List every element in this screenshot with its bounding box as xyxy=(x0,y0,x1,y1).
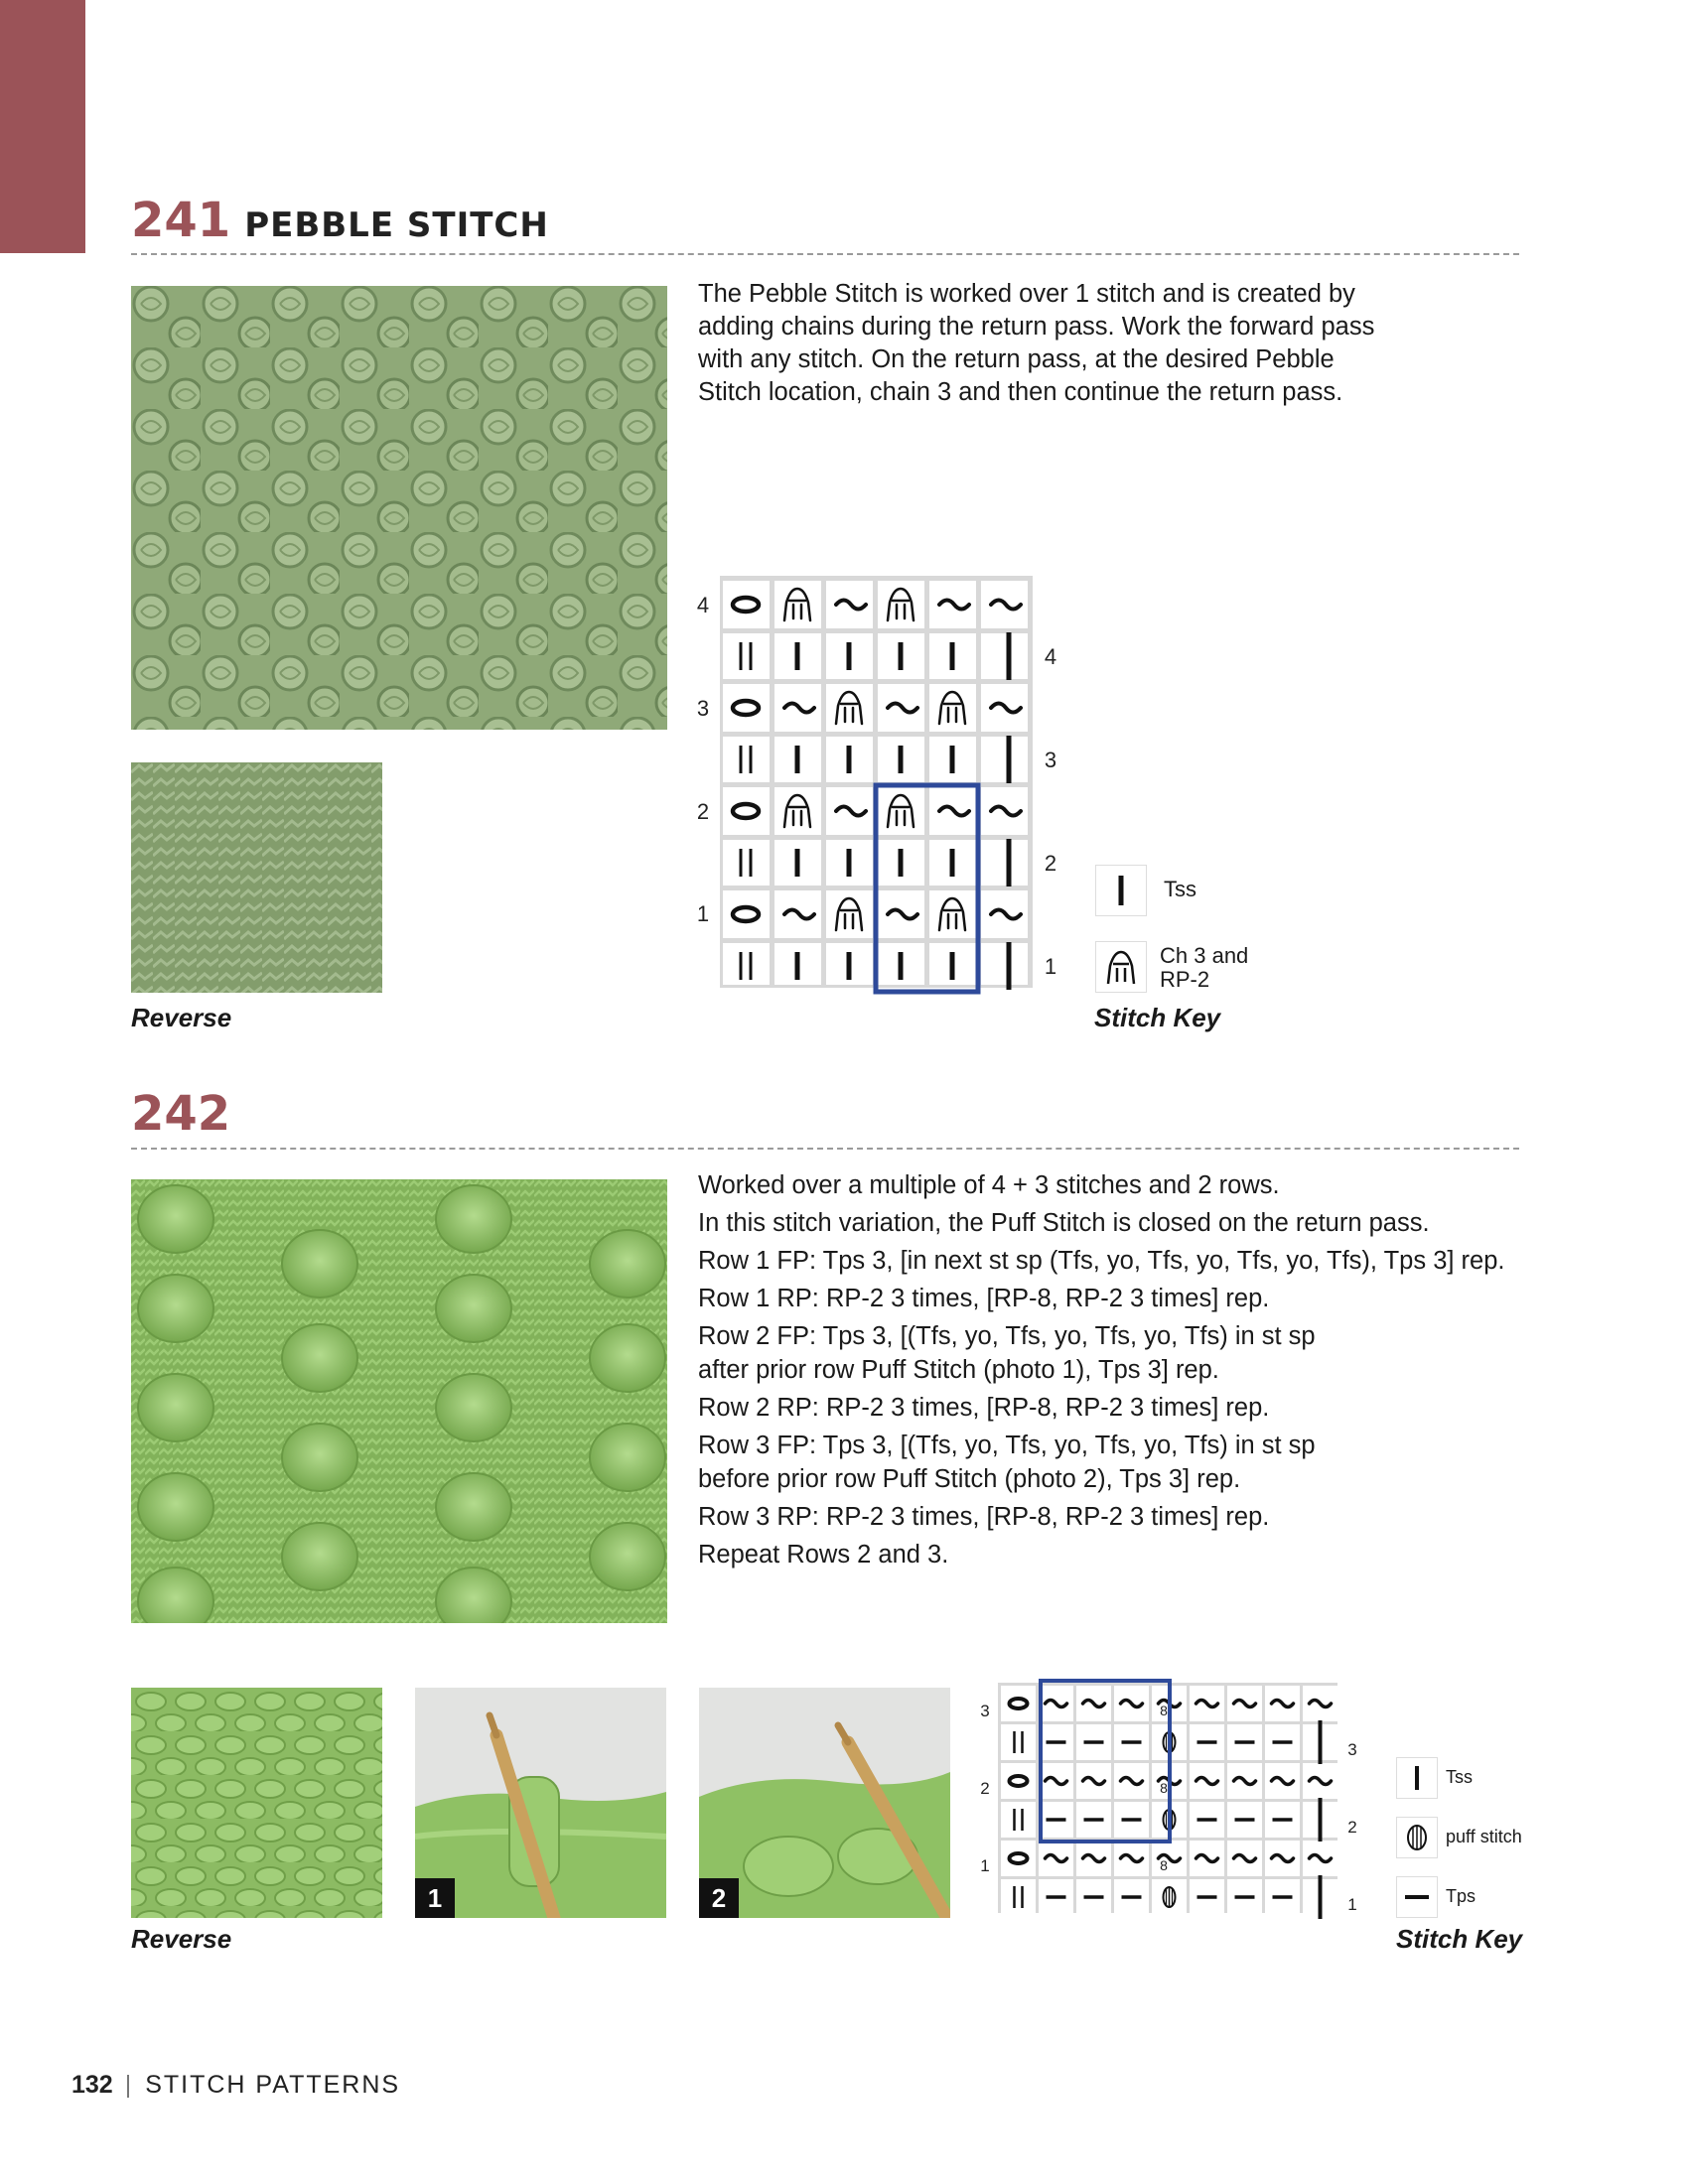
description-line: Stitch location, chain 3 and then continue the return pass. xyxy=(698,378,1343,406)
pattern-241-reverse-caption: Reverse xyxy=(131,1003,232,1032)
pattern-242-reverse-caption: Reverse xyxy=(131,1924,232,1954)
pattern-242-swatch-photo xyxy=(131,1179,667,1623)
pattern-241-number: 241 xyxy=(131,193,231,248)
section-tab xyxy=(0,0,85,253)
pattern-242-key-title: Stitch Key xyxy=(1396,1924,1523,1954)
pattern-242-stitch-chart xyxy=(973,1678,1370,1926)
divider xyxy=(131,253,1519,255)
footer-separator: | xyxy=(124,2071,134,2099)
chart-row-label: 2 xyxy=(1044,851,1057,876)
instruction-line: after prior row Puff Stitch (photo 1), Tps 3] rep. xyxy=(698,1356,1219,1384)
instruction-line: Row 2 FP: Tps 3, [(Tfs, yo, Tfs, yo, Tfs, yo, Tfs) in st sp xyxy=(698,1322,1316,1350)
divider xyxy=(131,1148,1519,1150)
photo-2-label: 2 xyxy=(699,1878,739,1918)
rp-number-label: 8 xyxy=(1160,1857,1168,1873)
chart-row-label: 1 xyxy=(1044,954,1057,979)
pattern-242-instructions xyxy=(698,1168,1522,1571)
pattern-241-name: PEBBLE STITCH xyxy=(244,205,549,245)
key-label-tss: Tss xyxy=(1446,1767,1473,1787)
photo-1-label: 1 xyxy=(415,1878,455,1918)
pattern-241-reverse-photo xyxy=(131,762,382,993)
chart-row-label: 4 xyxy=(696,593,710,617)
instruction-line: Repeat Rows 2 and 3. xyxy=(698,1541,949,1569)
chart-row-label: 4 xyxy=(1044,644,1057,669)
description-line: adding chains during the return pass. Work the forward pass xyxy=(698,313,1375,341)
pattern-241-heading xyxy=(131,193,549,248)
pattern-242-heading xyxy=(131,1086,230,1142)
rp-number-label: 8 xyxy=(1160,1703,1168,1718)
chart-row-label: 2 xyxy=(1347,1818,1357,1837)
chart-row-label: 3 xyxy=(980,1702,990,1720)
tps-icon xyxy=(1397,1877,1437,1917)
pattern-241-description xyxy=(698,278,1512,409)
instruction-line: Row 1 FP: Tps 3, [in next st sp (Tfs, yo, Tfs, yo, Tfs, yo, Tfs), Tps 3] rep. xyxy=(698,1247,1505,1275)
section-name: STITCH PATTERNS xyxy=(145,2071,401,2099)
rp-number-label: 8 xyxy=(1160,1780,1168,1796)
pattern-241-swatch-photo xyxy=(131,286,667,730)
key-label-ch3 xyxy=(1160,944,1248,992)
instruction-line: Row 3 RP: RP-2 3 times, [RP-8, RP-2 3 times] rep. xyxy=(698,1503,1270,1531)
key-tss-swatch xyxy=(1095,865,1147,916)
chart-row-label: 3 xyxy=(1044,748,1057,772)
key-label-line: RP-2 xyxy=(1160,967,1210,992)
chart-row-label: 3 xyxy=(696,696,710,721)
tss-icon xyxy=(1397,1758,1437,1798)
chart-row-label: 3 xyxy=(1347,1740,1357,1759)
key-tss-swatch xyxy=(1396,1757,1438,1799)
key-label-tps: Tps xyxy=(1446,1886,1477,1906)
pattern-242-reverse-photo xyxy=(131,1688,382,1918)
pattern-241-stitch-chart xyxy=(685,571,1062,1008)
key-label-tss: Tss xyxy=(1164,877,1196,901)
instruction-line: Row 2 RP: RP-2 3 times, [RP-8, RP-2 3 times] rep. xyxy=(698,1394,1270,1422)
instruction-line: Worked over a multiple of 4 + 3 stitches and 2 rows. xyxy=(698,1171,1280,1199)
key-label-line: Ch 3 and xyxy=(1160,943,1249,968)
ch3-rp2-icon xyxy=(1096,942,1146,992)
instruction-line: before prior row Puff Stitch (photo 2), Tps 3] rep. xyxy=(698,1465,1241,1493)
page-number: 132 xyxy=(71,2071,113,2099)
pattern-242-number: 242 xyxy=(131,1086,231,1142)
instruction-line: Row 3 FP: Tps 3, [(Tfs, yo, Tfs, yo, Tfs, yo, Tfs) in st sp xyxy=(698,1432,1316,1459)
chart-row-label: 2 xyxy=(696,799,710,824)
chart-row-label: 1 xyxy=(1347,1895,1357,1914)
key-tps-swatch xyxy=(1396,1876,1438,1918)
instruction-line: Row 1 RP: RP-2 3 times, [RP-8, RP-2 3 times] rep. xyxy=(698,1285,1270,1312)
key-puff-swatch xyxy=(1396,1817,1438,1858)
key-ch3-swatch xyxy=(1095,941,1147,993)
tss-icon xyxy=(1096,866,1146,915)
chart-row-label: 1 xyxy=(696,901,710,926)
description-line: with any stitch. On the return pass, at the desired Pebble xyxy=(698,345,1335,373)
instruction-line: In this stitch variation, the Puff Stitch is closed on the return pass. xyxy=(698,1209,1430,1237)
chart-row-label: 2 xyxy=(980,1779,990,1798)
description-line: The Pebble Stitch is worked over 1 stitch and is created by xyxy=(698,280,1355,308)
chart-row-label: 1 xyxy=(980,1856,990,1875)
pattern-241-key-title: Stitch Key xyxy=(1094,1003,1221,1032)
puff-stitch-icon xyxy=(1397,1818,1437,1857)
page-footer xyxy=(71,2071,400,2100)
key-label-puff: puff stitch xyxy=(1446,1827,1522,1846)
